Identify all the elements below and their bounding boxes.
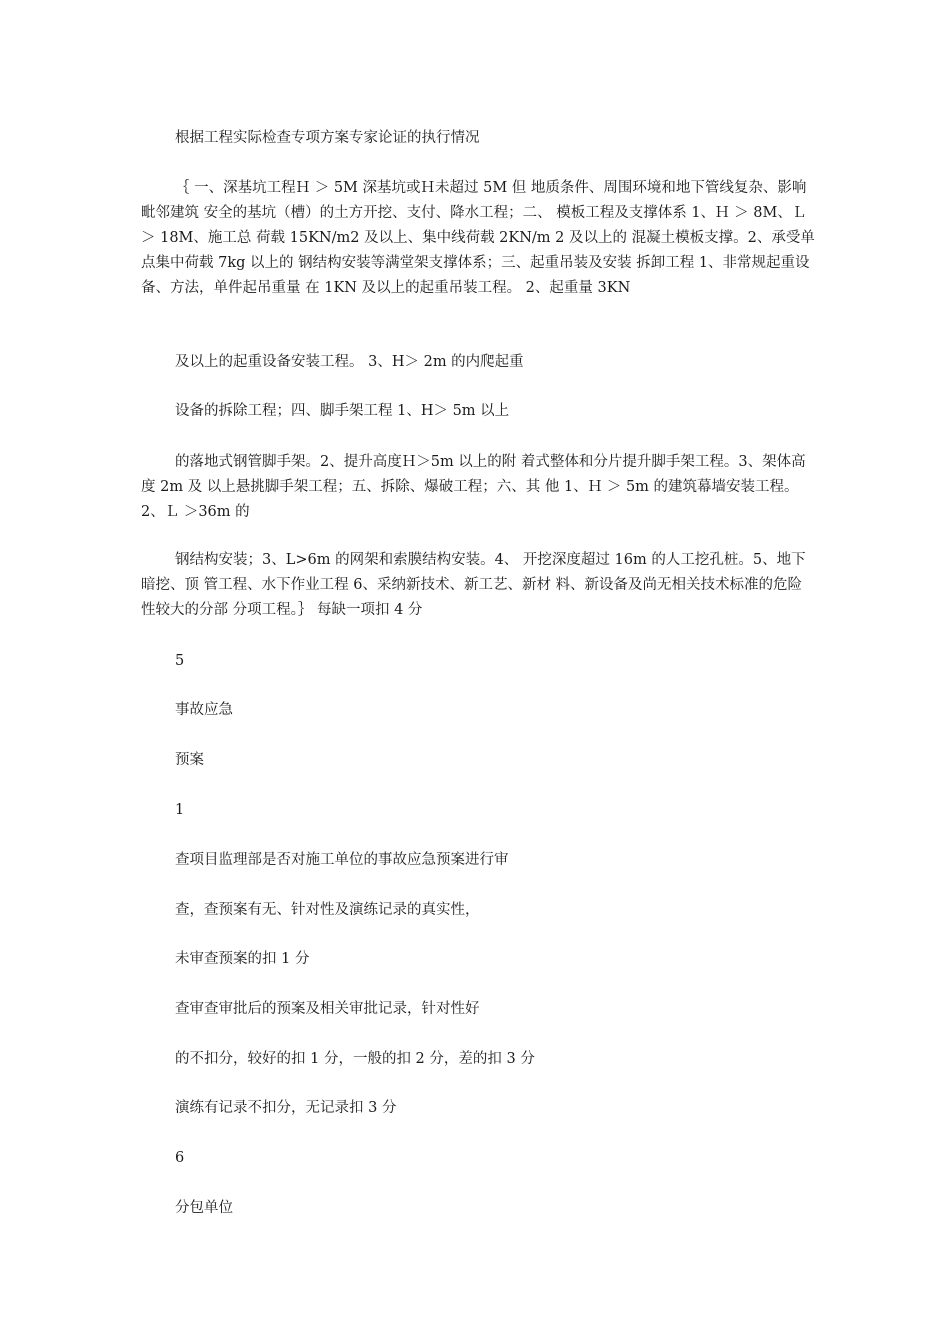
- text-line: 设备的拆除工程；四、脚手架工程 1、H＞ 5m 以上: [175, 403, 510, 419]
- deduction-text: 演练有记录不扣分，无记录扣 3 分: [175, 1100, 397, 1116]
- item-title: 预案: [175, 752, 204, 768]
- document-heading: 根据工程实际检查专项方案专家论证的执行情况: [175, 130, 480, 146]
- item-title: 分包单位: [175, 1200, 233, 1216]
- paragraph-scaffolding: 的落地式钢管脚手架。2、提升高度Ｈ＞5m 以上的附 着式整体和分片提升脚手架工程。3、架体高度 2m 及 以上悬挑脚手架工程；五、拆除、爆破工程；六、其 他 1、Ｈ ＞ 5m 的建筑幕墙安装工程。2、Ｌ ＞36m 的: [141, 454, 806, 520]
- item-number: 6: [175, 1150, 185, 1166]
- deduction-text: 未审查预案的扣 1 分: [175, 951, 310, 967]
- item-title: 事故应急: [175, 702, 233, 718]
- paragraph-special-projects: ｛ 一、深基坑工程Ｈ ＞ 5M 深基坑或Ｈ未超过 5M 但 地质条件、周围环境和地下管线复杂、影响毗邻建筑 安全的基坑（槽）的土方开挖、支付、降水工程；二、 模板工程及支撑体系 1、Ｈ ＞ 8M、Ｌ ＞ 18M、施工总 荷载 15KN/m2 及以上、集中线荷载 2KN/m 2 及以上的 混凝土模板支撑。2、承受单点集中荷载 7kg 以上的 钢结构安装等满堂架支撑体系；三、起重吊装及安装 拆卸工程 1、非常规起重设备、方法，单件起吊重量 在 1KN 及以上的起重吊装工程。 2、起重量 3KN: [141, 180, 815, 296]
- item-score: 1: [175, 802, 185, 818]
- text-line: 及以上的起重设备安装工程。 3、H＞ 2m 的内爬起重: [175, 354, 524, 370]
- check-text: 查，查预案有无、针对性及演练记录的真实性，: [175, 902, 480, 918]
- check-text: 查审查审批后的预案及相关审批记录，针对性好: [175, 1001, 480, 1017]
- item-number: 5: [175, 653, 185, 669]
- check-text: 查项目监理部是否对施工单位的事故应急预案进行审: [175, 852, 509, 868]
- deduction-text: 的不扣分，较好的扣 1 分，一般的扣 2 分，差的扣 3 分: [175, 1051, 535, 1067]
- paragraph-steel-structures: 钢结构安装；3、L>6m 的网架和索膜结构安装。4、 开挖深度超过 16m 的人工挖孔桩。5、地下暗挖、顶 管工程、水下作业工程 6、采纳新技术、新工艺、新材 料、新设备及尚无相关技术标准的危险性较大的分部 分项工程。｝ 每缺一项扣 4 分: [141, 552, 806, 618]
